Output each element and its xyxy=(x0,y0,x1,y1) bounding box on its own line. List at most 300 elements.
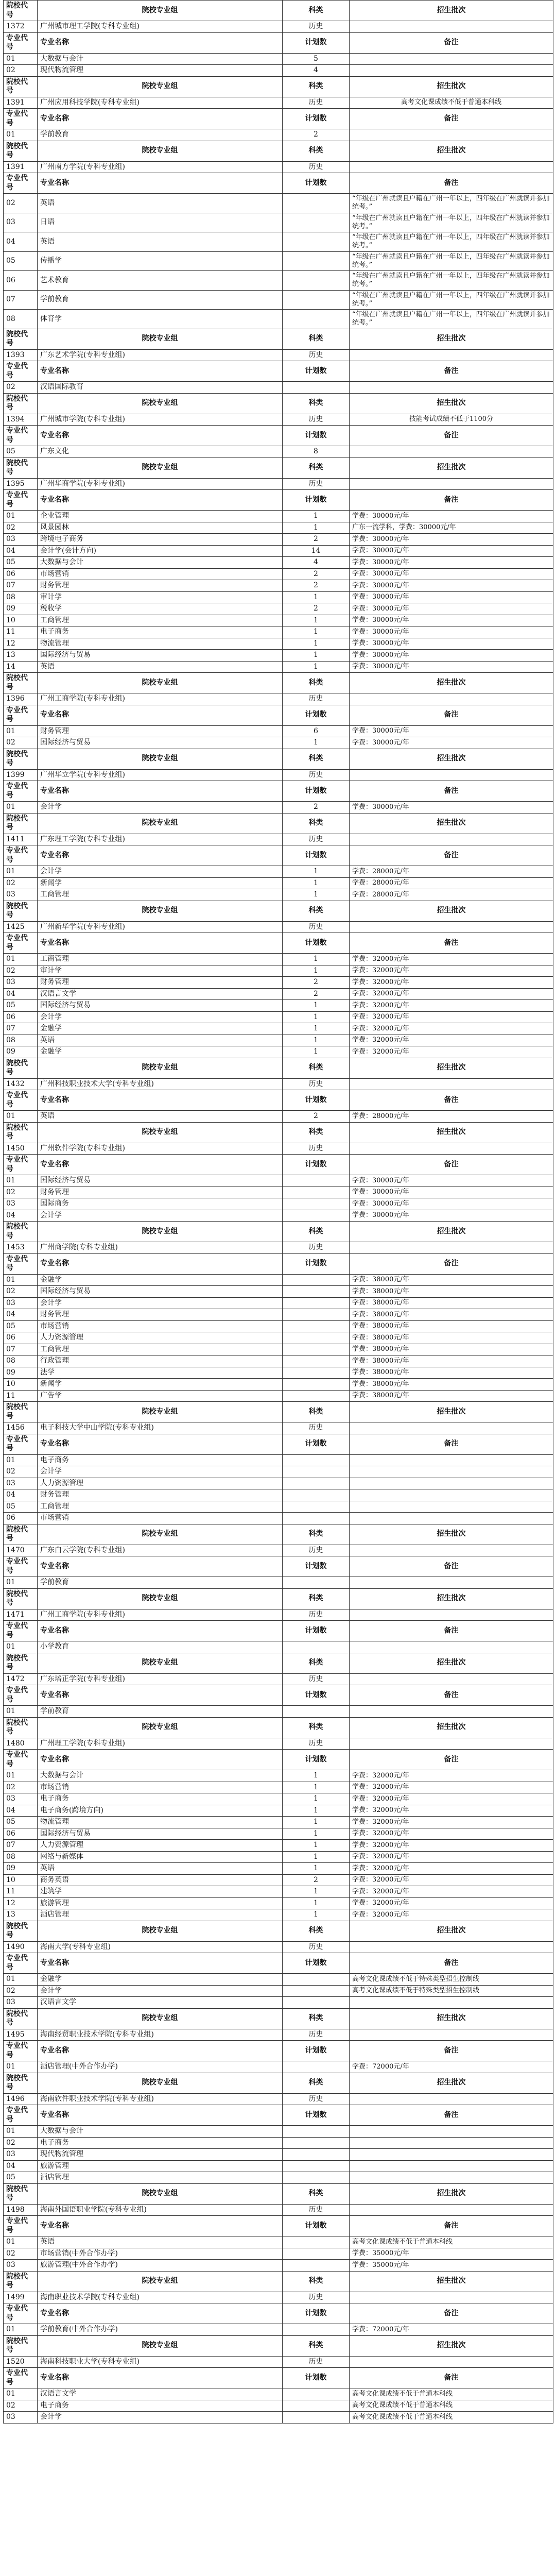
header-plan-count: 计划数 xyxy=(283,933,350,954)
header-school-major: 院校专业组 xyxy=(38,1653,283,1673)
plan-count xyxy=(283,2126,350,2138)
header-notes: 招生批次 xyxy=(350,329,553,349)
header-subject: 科类 xyxy=(283,1122,350,1143)
table-row xyxy=(4,1367,553,1379)
group-code: 1393 xyxy=(4,349,38,361)
group-requirement xyxy=(350,2204,553,2216)
major-code: 05 xyxy=(4,1320,38,1332)
major-name: 学前教育 xyxy=(38,290,283,310)
column-header-row xyxy=(4,2303,553,2324)
header-notes: 招生批次 xyxy=(350,1588,553,1609)
major-code: 11 xyxy=(4,1886,38,1898)
major-name: 学前教育 xyxy=(38,1577,283,1589)
major-remarks: 学费：30000元/年 xyxy=(350,557,553,569)
major-name: 英语 xyxy=(38,2236,283,2248)
plan-count: 1 xyxy=(283,1897,350,1909)
header-code: 院校代号 xyxy=(4,76,38,97)
group-info-row xyxy=(4,1422,553,1434)
header-code: 院校代号 xyxy=(4,141,38,161)
group-code: 1495 xyxy=(4,2029,38,2041)
header-plan-count: 计划数 xyxy=(283,361,350,382)
major-name: 物流管理 xyxy=(38,1817,283,1828)
table-row xyxy=(4,2236,553,2248)
major-name: 日语 xyxy=(38,213,283,232)
major-name: 会计学 xyxy=(38,866,283,878)
plan-count: 1 xyxy=(283,954,350,965)
major-remarks xyxy=(350,2172,553,2184)
major-code: 02 xyxy=(4,965,38,977)
major-code: 07 xyxy=(4,1023,38,1035)
plan-count xyxy=(283,1390,350,1402)
group-name: 海南外国语职业学院(专科专业组) xyxy=(38,2204,283,2216)
major-name: 网络与新媒体 xyxy=(38,1851,283,1863)
group-header-row xyxy=(4,2271,553,2292)
plan-count: 1 xyxy=(283,661,350,673)
header-plan-count: 计划数 xyxy=(283,1556,350,1577)
header-notes: 招生批次 xyxy=(350,457,553,478)
major-code: 02 xyxy=(4,522,38,534)
major-code: 03 xyxy=(4,977,38,989)
header-school-major: 院校专业组 xyxy=(38,1588,283,1609)
major-code: 06 xyxy=(4,1332,38,1344)
table-row xyxy=(4,2137,553,2149)
header-code: 院校代号 xyxy=(4,2073,38,2093)
table-row xyxy=(4,310,553,329)
major-remarks: 高考文化课成绩不低于普通本科线 xyxy=(350,2236,553,2248)
major-name: 国际经济与贸易 xyxy=(38,737,283,749)
group-requirement xyxy=(350,2292,553,2303)
plan-count xyxy=(283,1478,350,1489)
plan-count: 1 xyxy=(283,1046,350,1058)
table-row xyxy=(4,1805,553,1817)
plan-count xyxy=(283,251,350,271)
header-subject: 科类 xyxy=(283,1717,350,1738)
table-row xyxy=(4,1641,553,1653)
header-major-name: 专业名称 xyxy=(38,705,283,725)
group-code: 1520 xyxy=(4,2356,38,2368)
header-school-major: 院校专业组 xyxy=(38,2008,283,2029)
plan-count: 1 xyxy=(283,1023,350,1035)
plan-count xyxy=(283,2160,350,2172)
header-code: 院校代号 xyxy=(4,2008,38,2029)
header-notes: 招生批次 xyxy=(350,1524,553,1545)
group-header-row xyxy=(4,1588,553,1609)
header-plan-count: 计划数 xyxy=(283,2216,350,2236)
group-code: 1453 xyxy=(4,1242,38,1254)
major-code: 02 xyxy=(4,382,38,394)
major-code: 01 xyxy=(4,1577,38,1589)
table-row xyxy=(4,1297,553,1309)
table-row xyxy=(4,1286,553,1298)
major-code: 03 xyxy=(4,1478,38,1489)
column-header-row xyxy=(4,109,553,129)
major-name: 汉语国际教育 xyxy=(38,382,283,394)
major-code: 01 xyxy=(4,2061,38,2073)
header-remarks: 备注 xyxy=(350,1434,553,1454)
group-requirement xyxy=(350,921,553,933)
plan-count: 2 xyxy=(283,977,350,989)
plan-count: 1 xyxy=(283,1770,350,1782)
major-remarks: 高考文化课成绩不低于特殊类型招生控制线 xyxy=(350,1974,553,1986)
group-header-row xyxy=(4,1,553,21)
major-remarks xyxy=(350,1577,553,1589)
header-notes: 招生批次 xyxy=(350,1921,553,1941)
header-major-code: 专业代号 xyxy=(4,1253,38,1274)
group-info-row xyxy=(4,414,553,426)
table-row xyxy=(4,1198,553,1210)
major-remarks: 学费：32000元/年 xyxy=(350,1000,553,1012)
group-code: 1425 xyxy=(4,921,38,933)
major-code: 01 xyxy=(4,2324,38,2336)
table-row xyxy=(4,1023,553,1035)
major-code: 01 xyxy=(4,1770,38,1782)
major-remarks: 学费：38000元/年 xyxy=(350,1344,553,1355)
major-remarks: “年级在广州就读且户籍在广州一年以上，四年级在广州就读并参加统考。” xyxy=(350,310,553,329)
major-name: 国际经济与贸易 xyxy=(38,1175,283,1187)
group-code: 1395 xyxy=(4,478,38,490)
plan-count xyxy=(283,1513,350,1524)
major-code: 04 xyxy=(4,1309,38,1321)
group-requirement xyxy=(350,769,553,781)
table-row xyxy=(4,545,553,557)
plan-count xyxy=(283,271,350,291)
plan-count xyxy=(283,1974,350,1986)
header-major-name: 专业名称 xyxy=(38,32,283,53)
plan-count xyxy=(283,1175,350,1187)
header-code: 院校代号 xyxy=(4,1717,38,1738)
plan-count xyxy=(283,310,350,329)
group-name: 广东白云学院(专科专业组) xyxy=(38,1545,283,1556)
header-major-name: 专业名称 xyxy=(38,2368,283,2388)
header-school-major: 院校专业组 xyxy=(38,141,283,161)
major-code: 11 xyxy=(4,626,38,638)
group-code: 1456 xyxy=(4,1422,38,1434)
major-name: 商务英语 xyxy=(38,1874,283,1886)
major-name: 人力资源管理 xyxy=(38,1478,283,1489)
table-row xyxy=(4,1997,553,2009)
major-remarks xyxy=(350,1641,553,1653)
header-subject: 科类 xyxy=(283,2073,350,2093)
group-header-row xyxy=(4,2008,553,2029)
major-name: 会计学 xyxy=(38,802,283,814)
major-code: 01 xyxy=(4,725,38,737)
major-name: 汉语言文学 xyxy=(38,1997,283,2009)
major-remarks: 学费：32000元/年 xyxy=(350,1046,553,1058)
group-subject: 历史 xyxy=(283,1143,350,1155)
major-code: 06 xyxy=(4,568,38,580)
plan-count: 14 xyxy=(283,545,350,557)
header-plan-count: 计划数 xyxy=(283,1685,350,1706)
header-plan-count: 计划数 xyxy=(283,1253,350,1274)
group-code: 1450 xyxy=(4,1143,38,1155)
header-plan-count: 计划数 xyxy=(283,705,350,725)
header-subject: 科类 xyxy=(283,1921,350,1941)
group-subject: 历史 xyxy=(283,921,350,933)
major-name: 学前教育 xyxy=(38,129,283,141)
major-name: 人力资源管理 xyxy=(38,1332,283,1344)
major-name: 国际商务 xyxy=(38,1198,283,1210)
plan-count: 1 xyxy=(283,591,350,603)
plan-count xyxy=(283,2236,350,2248)
table-row xyxy=(4,802,553,814)
header-school-major: 院校专业组 xyxy=(38,749,283,769)
table-row xyxy=(4,2126,553,2138)
major-code: 05 xyxy=(4,1817,38,1828)
major-remarks: 学费：32000元/年 xyxy=(350,1770,553,1782)
table-row xyxy=(4,1320,553,1332)
group-requirement xyxy=(350,161,553,173)
major-code: 01 xyxy=(4,53,38,65)
group-code: 1391 xyxy=(4,161,38,173)
major-name: 电子商务 xyxy=(38,626,283,638)
major-remarks: 学费：30000元/年 xyxy=(350,661,553,673)
major-remarks xyxy=(350,1454,553,1466)
group-code: 1480 xyxy=(4,1738,38,1750)
header-major-name: 专业名称 xyxy=(38,781,283,802)
header-plan-count: 计划数 xyxy=(283,1434,350,1454)
group-subject: 历史 xyxy=(283,1738,350,1750)
major-name: 大数据与会计 xyxy=(38,53,283,65)
column-header-row xyxy=(4,490,553,511)
group-code: 1391 xyxy=(4,97,38,109)
major-code: 06 xyxy=(4,1828,38,1840)
group-header-row xyxy=(4,1653,553,1673)
major-remarks xyxy=(350,1513,553,1524)
header-major-code: 专业代号 xyxy=(4,1750,38,1770)
header-remarks: 备注 xyxy=(350,1556,553,1577)
table-row xyxy=(4,194,553,213)
header-school-major: 院校专业组 xyxy=(38,1122,283,1143)
table-row xyxy=(4,1379,553,1391)
group-info-row xyxy=(4,1609,553,1621)
major-remarks: 学费：30000元/年 xyxy=(350,725,553,737)
group-requirement xyxy=(350,1941,553,1953)
header-school-major: 院校专业组 xyxy=(38,1058,283,1078)
table-row xyxy=(4,626,553,638)
header-code: 院校代号 xyxy=(4,1524,38,1545)
header-code: 院校代号 xyxy=(4,393,38,414)
group-name: 海南经贸职业技术学院(专科专业组) xyxy=(38,2029,283,2041)
column-header-row xyxy=(4,1621,553,1641)
table-row xyxy=(4,1390,553,1402)
major-name: 工商管理 xyxy=(38,954,283,965)
header-subject: 科类 xyxy=(283,1222,350,1242)
group-info-row xyxy=(4,1673,553,1685)
header-major-name: 专业名称 xyxy=(38,2105,283,2126)
plan-count: 8 xyxy=(283,446,350,458)
major-code: 10 xyxy=(4,1379,38,1391)
table-row xyxy=(4,1513,553,1524)
group-requirement xyxy=(350,693,553,705)
major-code: 01 xyxy=(4,2388,38,2400)
group-info-row xyxy=(4,478,553,490)
group-subject: 历史 xyxy=(283,1609,350,1621)
header-major-name: 专业名称 xyxy=(38,2216,283,2236)
major-code: 07 xyxy=(4,1344,38,1355)
plan-count xyxy=(283,1320,350,1332)
plan-count: 2 xyxy=(283,1874,350,1886)
major-name: 电子商务 xyxy=(38,1793,283,1805)
major-code: 08 xyxy=(4,591,38,603)
major-remarks xyxy=(350,2160,553,2172)
major-remarks xyxy=(350,2149,553,2161)
major-code: 03 xyxy=(4,534,38,546)
group-info-row xyxy=(4,1545,553,1556)
group-header-row xyxy=(4,749,553,769)
major-remarks: 学费：30000元/年 xyxy=(350,511,553,522)
header-school-major: 院校专业组 xyxy=(38,2183,283,2204)
major-remarks: 学费：32000元/年 xyxy=(350,1828,553,1840)
header-notes: 招生批次 xyxy=(350,1058,553,1078)
header-major-code: 专业代号 xyxy=(4,173,38,194)
major-code: 04 xyxy=(4,545,38,557)
table-row xyxy=(4,511,553,522)
major-code: 01 xyxy=(4,1641,38,1653)
major-remarks: 学费：30000元/年 xyxy=(350,568,553,580)
plan-count: 2 xyxy=(283,1111,350,1123)
group-subject: 历史 xyxy=(283,161,350,173)
column-header-row xyxy=(4,1434,553,1454)
plan-count xyxy=(283,1454,350,1466)
group-header-row xyxy=(4,329,553,349)
major-remarks: 学费：30000元/年 xyxy=(350,1198,553,1210)
major-remarks: 学费：38000元/年 xyxy=(350,1309,553,1321)
plan-count: 1 xyxy=(283,1851,350,1863)
major-name: 审计学 xyxy=(38,965,283,977)
header-notes: 招生批次 xyxy=(350,1402,553,1422)
group-name: 广州城市理工学院(专科专业组) xyxy=(38,21,283,33)
column-header-row xyxy=(4,1685,553,1706)
header-major-name: 专业名称 xyxy=(38,1685,283,1706)
group-header-row xyxy=(4,1058,553,1078)
header-notes: 招生批次 xyxy=(350,393,553,414)
group-name: 海南软件职业技术学院(专科专业组) xyxy=(38,2093,283,2105)
plan-count xyxy=(283,2137,350,2149)
major-code: 04 xyxy=(4,1489,38,1501)
group-name: 广州城市学院(专科专业组) xyxy=(38,414,283,426)
major-code: 06 xyxy=(4,271,38,291)
plan-count xyxy=(283,290,350,310)
group-requirement xyxy=(350,1422,553,1434)
major-remarks: 学费：32000元/年 xyxy=(350,988,553,1000)
major-name: 广东文化 xyxy=(38,446,283,458)
major-name: 酒店管理 xyxy=(38,2172,283,2184)
plan-count xyxy=(283,1501,350,1513)
major-code: 05 xyxy=(4,1000,38,1012)
major-name: 财务管理 xyxy=(38,1489,283,1501)
header-code: 院校代号 xyxy=(4,1921,38,1941)
group-name: 电子科技大学中山学院(专科专业组) xyxy=(38,1422,283,1434)
column-header-row xyxy=(4,2041,553,2061)
major-remarks: 学费：30000元/年 xyxy=(350,1175,553,1187)
header-subject: 科类 xyxy=(283,329,350,349)
table-row xyxy=(4,1175,553,1187)
major-remarks: 学费：32000元/年 xyxy=(350,1874,553,1886)
header-school-major: 院校专业组 xyxy=(38,901,283,921)
major-name: 市场营销(中外合作办学) xyxy=(38,2248,283,2260)
header-code: 院校代号 xyxy=(4,1402,38,1422)
header-plan-count: 计划数 xyxy=(283,1621,350,1641)
major-name: 汉语言文学 xyxy=(38,2388,283,2400)
column-header-row xyxy=(4,173,553,194)
major-remarks xyxy=(350,2126,553,2138)
plan-count xyxy=(283,2149,350,2161)
header-code: 院校代号 xyxy=(4,1058,38,1078)
major-code: 09 xyxy=(4,1046,38,1058)
table-row xyxy=(4,1309,553,1321)
group-code: 1411 xyxy=(4,834,38,845)
table-row xyxy=(4,1344,553,1355)
table-row xyxy=(4,2400,553,2412)
group-requirement xyxy=(350,1609,553,1621)
major-remarks: 高考文化课成绩不低于普通本科线 xyxy=(350,2400,553,2412)
major-remarks: 学费：32000元/年 xyxy=(350,1793,553,1805)
group-info-row xyxy=(4,1143,553,1155)
group-name: 广州南方学院(专科专业组) xyxy=(38,161,283,173)
header-plan-count: 计划数 xyxy=(283,2105,350,2126)
major-remarks: 学费：30000元/年 xyxy=(350,591,553,603)
header-notes: 招生批次 xyxy=(350,673,553,693)
header-major-name: 专业名称 xyxy=(38,1750,283,1770)
header-notes: 招生批次 xyxy=(350,2335,553,2356)
group-requirement xyxy=(350,2356,553,2368)
header-remarks: 备注 xyxy=(350,1253,553,1274)
header-major-code: 专业代号 xyxy=(4,1434,38,1454)
major-code: 02 xyxy=(4,1782,38,1793)
header-major-name: 专业名称 xyxy=(38,1953,283,1974)
group-info-row xyxy=(4,349,553,361)
major-name: 会计学 xyxy=(38,1985,283,1997)
header-major-code: 专业代号 xyxy=(4,109,38,129)
header-subject: 科类 xyxy=(283,1,350,21)
table-row xyxy=(4,1863,553,1875)
header-notes: 招生批次 xyxy=(350,2183,553,2204)
major-name: 广告学 xyxy=(38,1390,283,1402)
major-remarks: 学费：72000元/年 xyxy=(350,2061,553,2073)
header-school-major: 院校专业组 xyxy=(38,1402,283,1422)
group-requirement xyxy=(350,1078,553,1090)
major-remarks: 学费：38000元/年 xyxy=(350,1367,553,1379)
major-name: 工商管理 xyxy=(38,1344,283,1355)
table-row xyxy=(4,2260,553,2272)
plan-count: 6 xyxy=(283,725,350,737)
major-remarks: 学费：38000元/年 xyxy=(350,1320,553,1332)
header-major-code: 专业代号 xyxy=(4,426,38,446)
header-plan-count: 计划数 xyxy=(283,173,350,194)
header-code: 院校代号 xyxy=(4,2183,38,2204)
group-code: 1490 xyxy=(4,1941,38,1953)
major-code: 02 xyxy=(4,1286,38,1298)
table-row xyxy=(4,1501,553,1513)
major-remarks: 学费：28000元/年 xyxy=(350,866,553,878)
group-header-row xyxy=(4,393,553,414)
group-code: 1499 xyxy=(4,2292,38,2303)
plan-count xyxy=(283,1198,350,1210)
major-remarks: 学费：32000元/年 xyxy=(350,977,553,989)
table-row xyxy=(4,1909,553,1921)
header-major-code: 专业代号 xyxy=(4,845,38,866)
major-remarks xyxy=(350,1997,553,2009)
plan-count xyxy=(283,1367,350,1379)
group-name: 广州新华学院(专科专业组) xyxy=(38,921,283,933)
major-name: 会计学 xyxy=(38,1466,283,1478)
header-major-code: 专业代号 xyxy=(4,1621,38,1641)
header-code: 院校代号 xyxy=(4,1588,38,1609)
major-name: 艺术教育 xyxy=(38,271,283,291)
plan-count: 2 xyxy=(283,988,350,1000)
header-major-code: 专业代号 xyxy=(4,2105,38,2126)
major-remarks: 学费：32000元/年 xyxy=(350,1805,553,1817)
